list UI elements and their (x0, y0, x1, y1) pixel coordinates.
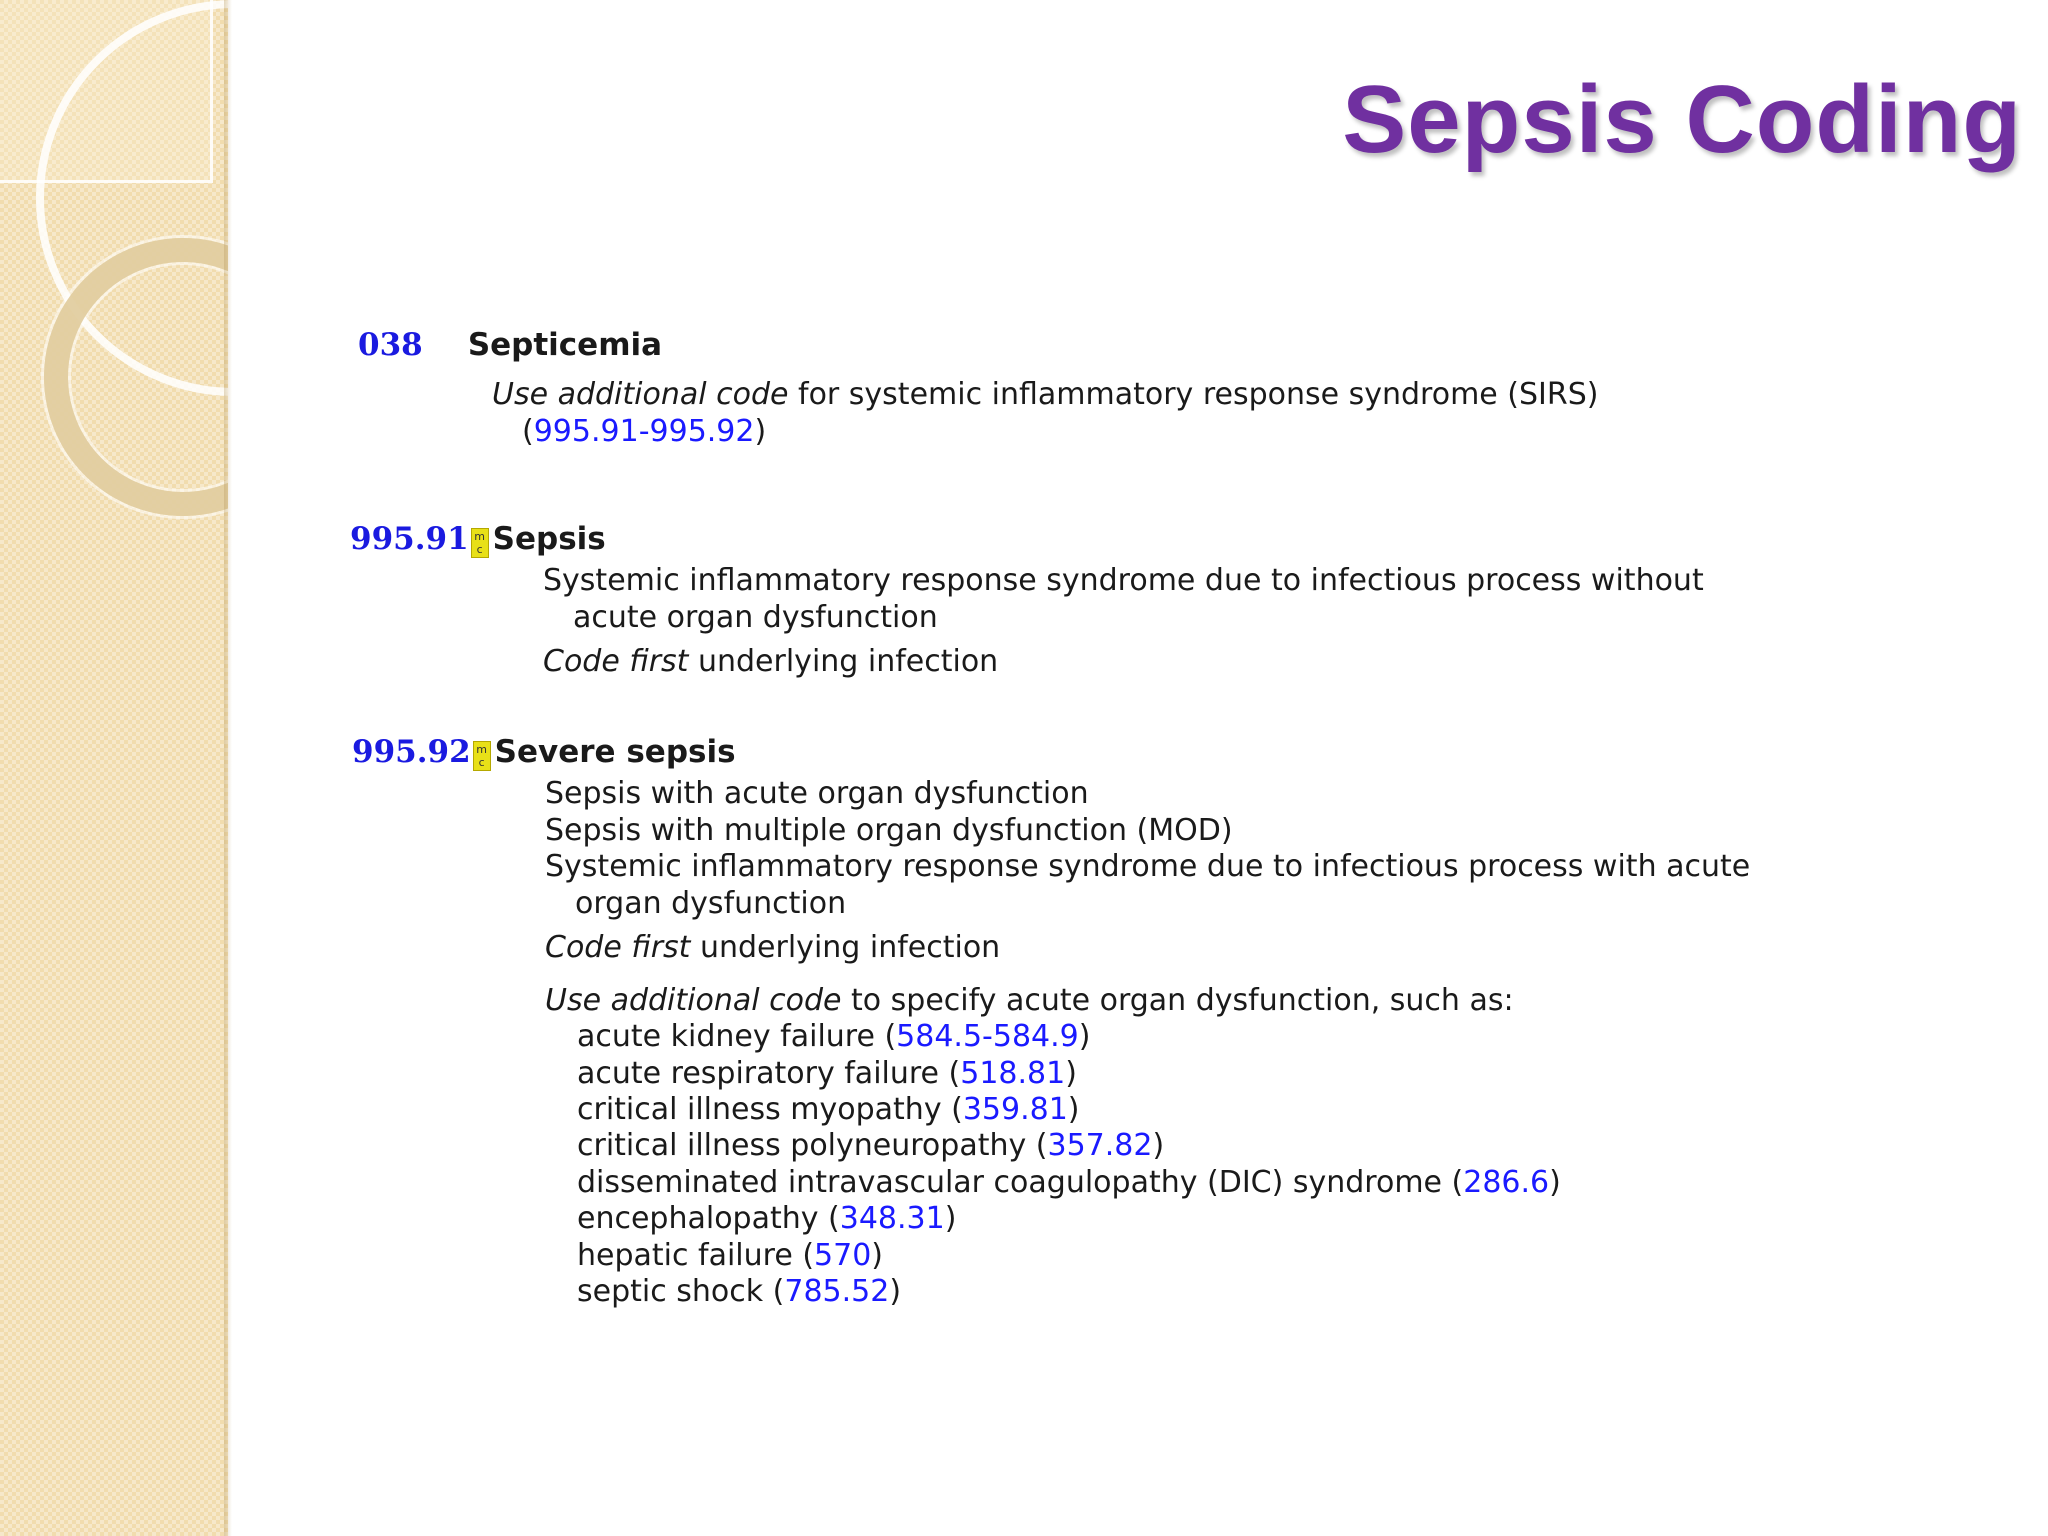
code-link[interactable]: 348.31 (839, 1201, 945, 1236)
code-link[interactable]: 518.81 (960, 1056, 1066, 1091)
description-line: organ dysfunction (575, 886, 847, 921)
entry-code[interactable]: 995.92 (352, 734, 471, 770)
code-first-note (543, 643, 998, 680)
paren-close: ) (944, 1201, 957, 1236)
paren-close: ) (754, 414, 767, 449)
use-additional-note (545, 982, 1514, 1019)
condition-item (577, 1055, 1077, 1092)
note-text: for systemic inflammatory response syndrome (SIRS) (788, 377, 1599, 412)
condition-name: encephalopathy ( (577, 1201, 840, 1236)
condition-name: disseminated intravascular coagulopathy (DIC) syndrome ( (577, 1165, 1464, 1200)
entry-code[interactable]: 995.91 (350, 521, 469, 557)
code-link[interactable]: 570 (814, 1238, 872, 1273)
code-link[interactable]: 357.82 (1047, 1128, 1153, 1163)
condition-name: critical illness myopathy ( (577, 1092, 963, 1127)
condition-name: hepatic failure ( (577, 1238, 815, 1273)
slide-title: Sepsis Coding (1342, 66, 2022, 173)
paren-close: ) (1078, 1019, 1091, 1054)
code-link[interactable]: 359.81 (962, 1092, 1068, 1127)
paren-open: ( (522, 414, 534, 449)
entry-038-heading (358, 327, 662, 364)
condition-name: septic shock ( (577, 1274, 785, 1309)
paren-close: ) (1152, 1128, 1165, 1163)
use-additional-code-label: Use additional code (492, 377, 789, 412)
code-link[interactable]: 995.91-995.92 (533, 414, 755, 449)
code-link[interactable]: 584.5-584.9 (896, 1019, 1079, 1054)
mcc-badge-icon: m c (473, 741, 491, 771)
paren-close: ) (1067, 1092, 1080, 1127)
description-line: acute organ dysfunction (573, 600, 938, 635)
condition-item (577, 1273, 901, 1310)
entry-code[interactable]: 038 (358, 327, 423, 363)
description-line: Systemic inflammatory response syndrome due to infectious process without (543, 563, 1704, 598)
description-line: Sepsis with acute organ dysfunction (545, 776, 1089, 811)
paren-close: ) (1549, 1165, 1561, 1200)
code-first-label: Code first (545, 930, 691, 965)
condition-item (577, 1091, 1080, 1128)
description-line: Sepsis with multiple organ dysfunction (MOD) (545, 813, 1233, 848)
entry-038-note (492, 376, 1598, 413)
condition-name: acute kidney failure ( (577, 1019, 897, 1054)
entry-995-91-heading (350, 521, 606, 558)
note-text: underlying infection (690, 930, 1001, 965)
condition-item (577, 1237, 883, 1274)
entry-title: Severe sepsis (494, 734, 736, 770)
condition-item (577, 1200, 956, 1237)
code-link[interactable]: 785.52 (784, 1274, 890, 1309)
code-link[interactable]: 286.6 (1463, 1165, 1550, 1200)
code-first-label: Code first (543, 644, 689, 679)
paren-close: ) (1065, 1056, 1077, 1091)
paren-close: ) (871, 1238, 884, 1273)
code-first-note (545, 929, 1000, 966)
note-text: underlying infection (688, 644, 999, 679)
description-line: Systemic inflammatory response syndrome due to infectious process with acute (545, 849, 1751, 884)
condition-item (577, 1164, 1561, 1201)
entry-title: Septicemia (467, 327, 663, 363)
mcc-badge-icon: m c (471, 528, 489, 558)
condition-item (577, 1127, 1164, 1164)
note-text: to specify acute organ dysfunction, such as: (841, 983, 1514, 1018)
entry-title: Sepsis (492, 521, 606, 557)
paren-close: ) (889, 1274, 902, 1309)
condition-name: acute respiratory failure ( (577, 1056, 961, 1091)
use-additional-code-label: Use additional code (545, 983, 842, 1018)
condition-item (577, 1018, 1090, 1055)
condition-name: critical illness polyneuropathy ( (577, 1128, 1048, 1163)
entry-038-range (522, 413, 766, 450)
entry-995-92-heading (352, 734, 736, 771)
